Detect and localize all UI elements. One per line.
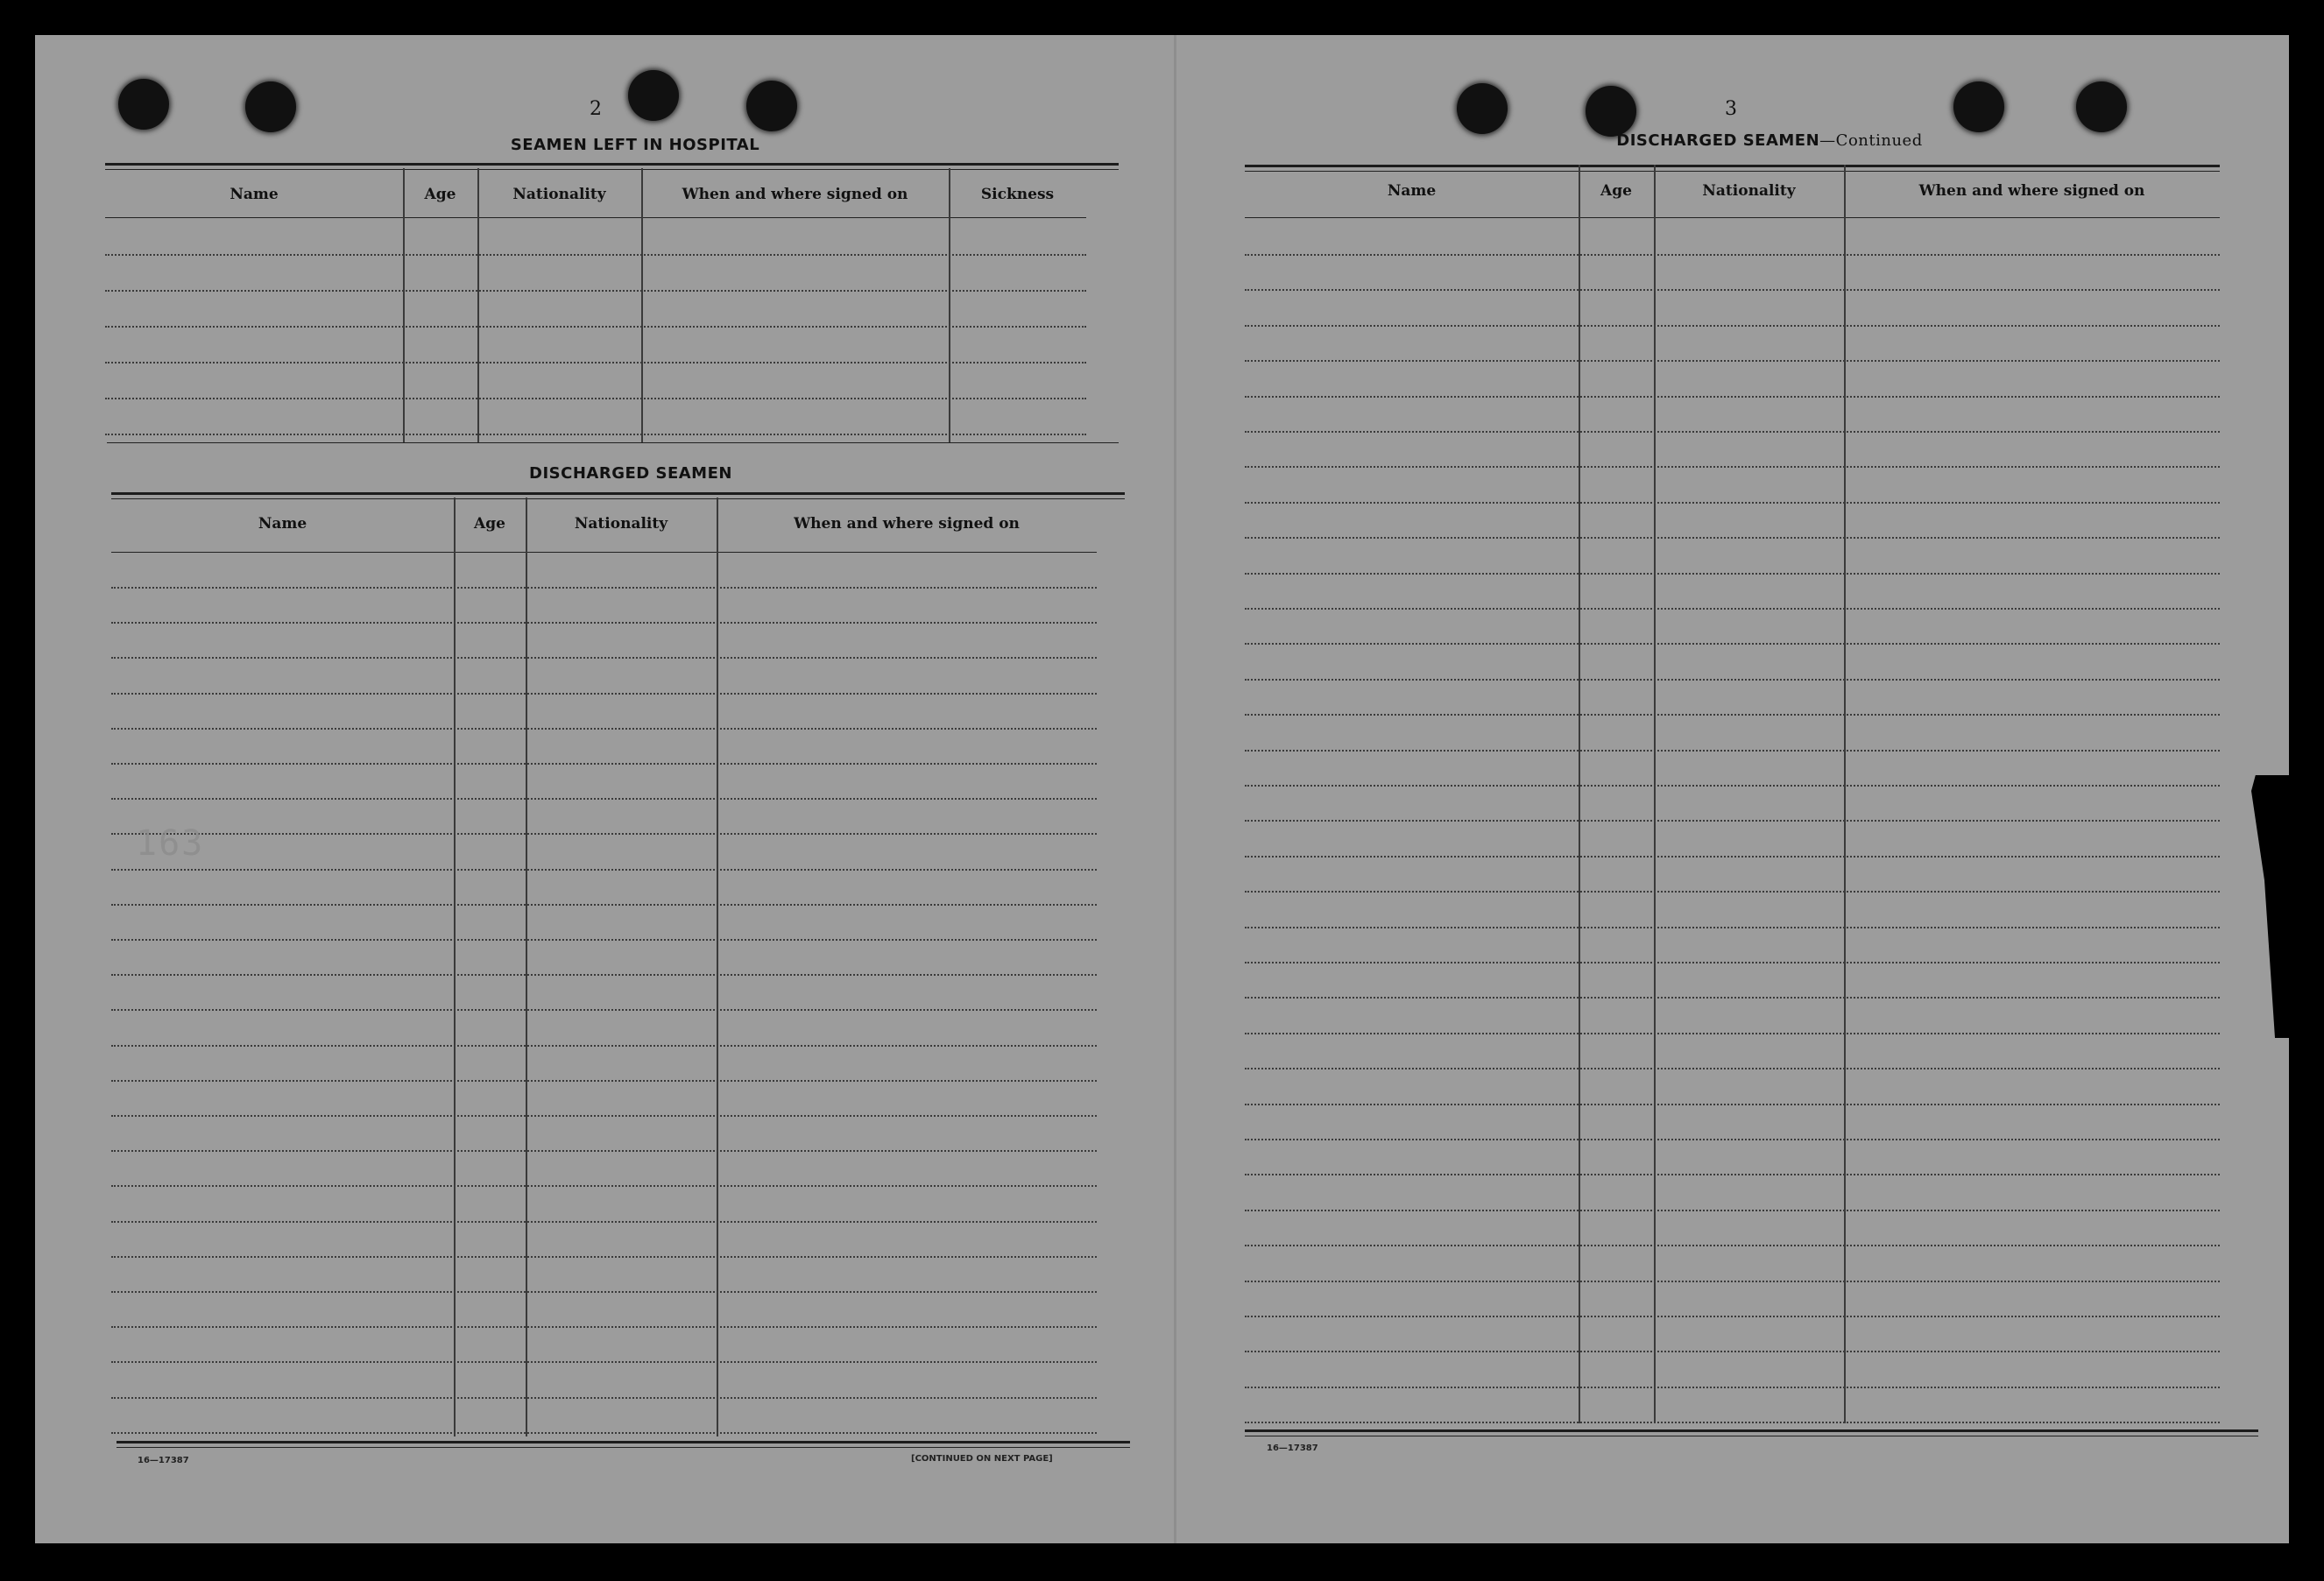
table-row[interactable] (1245, 573, 2220, 575)
table-row[interactable] (111, 904, 1097, 906)
left-form-number: 16—17387 (138, 1456, 189, 1465)
right-form-number: 16—17387 (1267, 1443, 1318, 1453)
table-row[interactable] (105, 362, 1086, 363)
punch-hole (245, 81, 296, 132)
punch-hole (2076, 81, 2127, 132)
punch-hole (1953, 81, 2004, 132)
table-row[interactable] (111, 1326, 1097, 1328)
table-row[interactable] (1245, 396, 2220, 398)
table-row[interactable] (1245, 750, 2220, 752)
discharged-top-rule (111, 492, 1125, 495)
continued-note: [CONTINUED ON NEXT PAGE] (911, 1454, 1053, 1464)
table-row[interactable] (1245, 502, 2220, 504)
column-divider (1579, 165, 1580, 1423)
left-bottom-rule (117, 1441, 1130, 1443)
table-row[interactable] (111, 1115, 1097, 1117)
table-row[interactable] (105, 326, 1086, 328)
hospital-bottom-rule (107, 442, 1119, 443)
table-row[interactable] (111, 939, 1097, 941)
right-section-title-main: DISCHARGED SEAMEN (1616, 131, 1820, 150)
table-row[interactable] (111, 1185, 1097, 1187)
column-divider (526, 498, 527, 1436)
column-header-name: Name (1387, 182, 1437, 200)
column-header-when-and-where-signed-on: When and where signed on (1918, 182, 2145, 200)
table-row[interactable] (1245, 1387, 2220, 1388)
table-row[interactable] (1245, 1104, 2220, 1105)
table-row[interactable] (1245, 289, 2220, 291)
punch-hole (746, 81, 797, 131)
table-row[interactable] (111, 833, 1097, 835)
column-header-nationality: Nationality (512, 186, 606, 203)
table-row[interactable] (111, 657, 1097, 659)
column-header-nationality: Nationality (1702, 182, 1796, 200)
table-row[interactable] (1245, 325, 2220, 327)
table-row[interactable] (111, 1045, 1097, 1047)
table-row[interactable] (105, 290, 1086, 292)
column-divider (717, 498, 718, 1436)
table-row[interactable] (1245, 1316, 2220, 1317)
table-row[interactable] (105, 398, 1086, 399)
table-row[interactable] (111, 622, 1097, 624)
table-row[interactable] (111, 798, 1097, 800)
table-row[interactable] (111, 1432, 1097, 1434)
table-row[interactable] (111, 1397, 1097, 1399)
punch-hole (628, 70, 679, 121)
header-rule (105, 217, 1086, 218)
table-row[interactable] (111, 974, 1097, 976)
punch-hole (118, 79, 169, 130)
column-header-when-and-where-signed-on: When and where signed on (682, 186, 908, 203)
punch-hole (1586, 86, 1636, 137)
faint-stamp-number: 163 (136, 823, 205, 864)
table-row[interactable] (111, 587, 1097, 589)
column-header-when-and-where-signed-on: When and where signed on (794, 515, 1020, 533)
right-section-title (1489, 131, 2050, 150)
column-header-nationality: Nationality (574, 515, 668, 533)
column-header-age: Age (474, 515, 505, 533)
left-page-number: 2 (590, 98, 602, 120)
right-section-title-continued: —Continued (1819, 131, 1923, 150)
table-row[interactable] (1245, 1139, 2220, 1140)
column-divider (477, 168, 479, 442)
column-divider (641, 168, 643, 442)
table-row[interactable] (1245, 1351, 2220, 1352)
table-row[interactable] (1245, 1281, 2220, 1282)
table-row[interactable] (111, 1080, 1097, 1082)
table-row[interactable] (1245, 679, 2220, 681)
table-row[interactable] (1245, 927, 2220, 928)
table-row[interactable] (1245, 714, 2220, 716)
table-row[interactable] (111, 1291, 1097, 1293)
table-row[interactable] (111, 1221, 1097, 1223)
table-row[interactable] (1245, 466, 2220, 468)
column-divider (1844, 165, 1846, 1423)
right-top-rule (1245, 165, 2220, 167)
right-page-number: 3 (1725, 98, 1737, 120)
column-divider (1654, 165, 1656, 1423)
hospital-section-title: SEAMEN LEFT IN HOSPITAL (510, 136, 760, 154)
page-fold (1174, 35, 1176, 1543)
table-row[interactable] (1245, 1068, 2220, 1069)
table-row[interactable] (1245, 820, 2220, 822)
column-divider (403, 168, 405, 442)
column-divider (949, 168, 950, 442)
table-row[interactable] (1245, 997, 2220, 999)
table-row[interactable] (1245, 856, 2220, 858)
table-row[interactable] (1245, 608, 2220, 610)
table-row[interactable] (1245, 962, 2220, 963)
table-row[interactable] (1245, 1210, 2220, 1211)
column-header-sickness: Sickness (980, 186, 1055, 203)
column-header-name: Name (258, 515, 307, 533)
column-header-name: Name (230, 186, 279, 203)
column-header-age: Age (424, 186, 456, 203)
punch-hole (1457, 83, 1508, 134)
table-row[interactable] (111, 1361, 1097, 1363)
table-row[interactable] (1245, 254, 2220, 256)
table-row[interactable] (1245, 1245, 2220, 1246)
table-row[interactable] (1245, 431, 2220, 433)
table-row[interactable] (1245, 537, 2220, 539)
table-row[interactable] (105, 254, 1086, 256)
table-row[interactable] (1245, 1422, 2220, 1423)
document-sheet (35, 35, 2289, 1543)
table-row[interactable] (105, 434, 1086, 435)
table-row[interactable] (1245, 360, 2220, 362)
table-row[interactable] (1245, 643, 2220, 645)
hospital-top-rule (105, 163, 1119, 166)
column-header-age: Age (1600, 182, 1632, 200)
right-bottom-rule (1245, 1429, 2258, 1432)
table-row[interactable] (1245, 1033, 2220, 1034)
column-divider (454, 498, 456, 1436)
table-row[interactable] (111, 763, 1097, 765)
table-row[interactable] (111, 728, 1097, 730)
header-rule (111, 552, 1097, 553)
table-row[interactable] (111, 693, 1097, 695)
discharged-section-title: DISCHARGED SEAMEN (529, 464, 732, 483)
header-rule (1245, 217, 2220, 218)
table-row[interactable] (111, 1150, 1097, 1152)
torn-edge (2251, 775, 2304, 1038)
table-row[interactable] (111, 1009, 1097, 1011)
table-row[interactable] (1245, 1174, 2220, 1175)
table-row[interactable] (1245, 785, 2220, 787)
table-row[interactable] (111, 1256, 1097, 1258)
table-row[interactable] (111, 869, 1097, 871)
table-row[interactable] (1245, 891, 2220, 893)
